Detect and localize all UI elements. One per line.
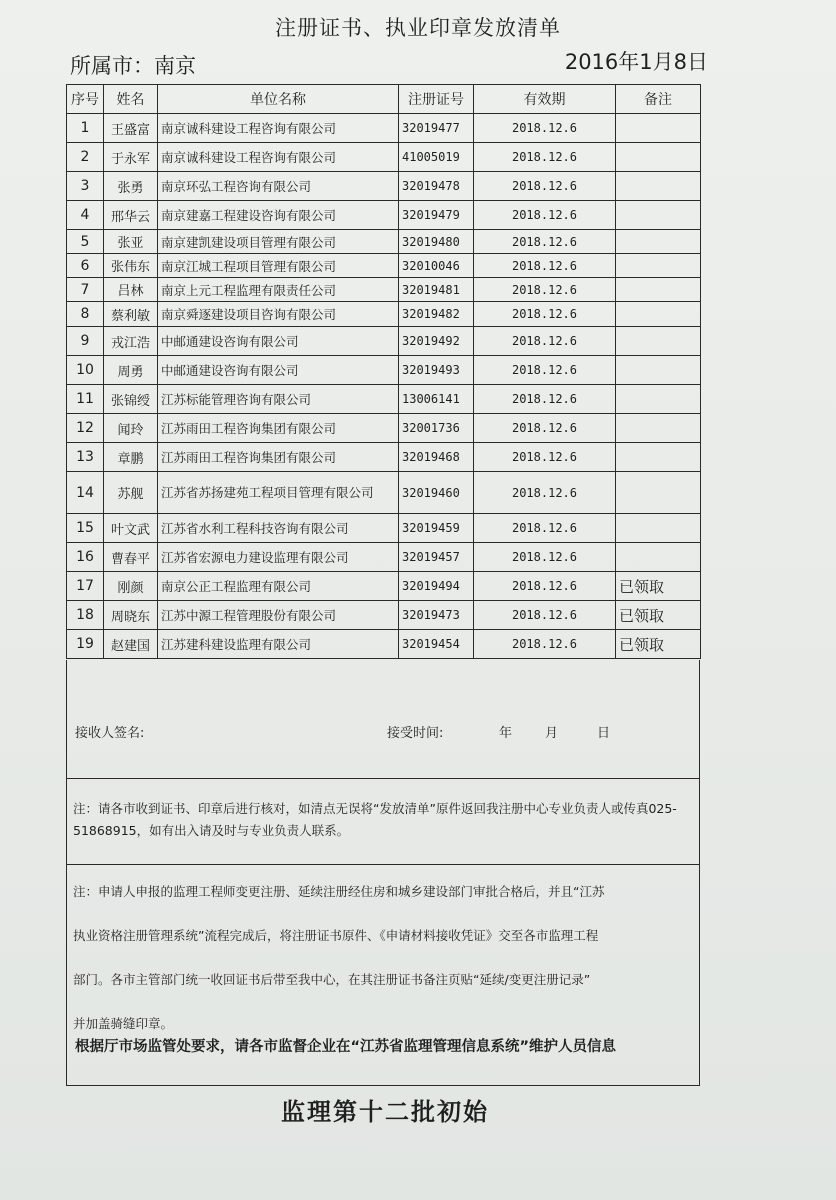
person-name: 张亚 — [104, 230, 158, 254]
person-name: 刚颜 — [104, 572, 158, 601]
return-instructions-note: 注：请各市收到证书、印章后进行核对，如清点无误将“发放清单”原件返回我注册中心专业负责人或传真025-51868915，如有出入请及时与专业负责人联系。 — [73, 801, 677, 838]
day-label: 日 — [597, 726, 611, 741]
header-index: 序号 — [67, 85, 104, 114]
company-name: 江苏省苏扬建苑工程项目管理有限公司 — [158, 472, 399, 514]
row-index: 4 — [67, 201, 104, 230]
cert-number: 32019477 — [399, 114, 474, 143]
company-name: 南京诚科建设工程咨询有限公司 — [158, 143, 399, 172]
note-line: 并加盖骑缝印章。 — [73, 1016, 174, 1031]
valid-until: 2018.12.6 — [474, 114, 616, 143]
row-index: 15 — [67, 514, 104, 543]
cert-number: 32001736 — [399, 414, 474, 443]
month-label: 月 — [545, 726, 559, 741]
cert-number: 32019492 — [399, 327, 474, 356]
person-name: 苏舰 — [104, 472, 158, 514]
row-index: 9 — [67, 327, 104, 356]
company-name: 南京诚科建设工程咨询有限公司 — [158, 114, 399, 143]
company-name: 南京公正工程监理有限公司 — [158, 572, 399, 601]
row-index: 1 — [67, 114, 104, 143]
valid-until: 2018.12.6 — [474, 254, 616, 278]
company-name: 南京上元工程监理有限责任公司 — [158, 278, 399, 302]
person-name: 曹春平 — [104, 543, 158, 572]
remark — [616, 278, 701, 302]
valid-until: 2018.12.6 — [474, 514, 616, 543]
cert-number: 32019473 — [399, 601, 474, 630]
person-name: 赵建国 — [104, 630, 158, 659]
remark — [616, 254, 701, 278]
header-unit: 单位名称 — [158, 85, 399, 114]
header-remarks: 备注 — [616, 85, 701, 114]
person-name: 张勇 — [104, 172, 158, 201]
valid-until: 2018.12.6 — [474, 414, 616, 443]
issuance-table — [66, 84, 701, 659]
table-row — [67, 172, 701, 201]
city-label: 所属市：南京 — [70, 54, 196, 78]
cert-number: 32019460 — [399, 472, 474, 514]
table-row — [67, 327, 701, 356]
company-name: 江苏雨田工程咨询集团有限公司 — [158, 414, 399, 443]
row-index: 17 — [67, 572, 104, 601]
valid-until: 2018.12.6 — [474, 385, 616, 414]
cert-number: 13006141 — [399, 385, 474, 414]
person-name: 周晓东 — [104, 601, 158, 630]
table-row — [67, 572, 701, 601]
table-row — [67, 201, 701, 230]
company-name: 南京环弘工程咨询有限公司 — [158, 172, 399, 201]
valid-until: 2018.12.6 — [474, 172, 616, 201]
company-name: 南京建凯建设项目管理有限公司 — [158, 230, 399, 254]
table-row — [67, 254, 701, 278]
person-name: 戎江浩 — [104, 327, 158, 356]
row-index: 6 — [67, 254, 104, 278]
system-maintenance-note: 根据厅市场监管处要求，请各市监督企业在“江苏省监理管理信息系统”维护人员信息 — [75, 1039, 617, 1055]
table-row — [67, 543, 701, 572]
person-name: 邢华云 — [104, 201, 158, 230]
row-index: 18 — [67, 601, 104, 630]
row-index: 19 — [67, 630, 104, 659]
row-index: 14 — [67, 472, 104, 514]
row-index: 5 — [67, 230, 104, 254]
row-index: 13 — [67, 443, 104, 472]
remark — [616, 172, 701, 201]
person-name: 张伟东 — [104, 254, 158, 278]
remark — [616, 230, 701, 254]
person-name: 吕林 — [104, 278, 158, 302]
company-name: 中邮通建设咨询有限公司 — [158, 327, 399, 356]
cert-number: 32019478 — [399, 172, 474, 201]
remark — [616, 302, 701, 327]
table-row — [67, 514, 701, 543]
cert-number: 32010046 — [399, 254, 474, 278]
valid-until: 2018.12.6 — [474, 143, 616, 172]
row-index: 3 — [67, 172, 104, 201]
person-name: 王盛富 — [104, 114, 158, 143]
remark — [616, 472, 701, 514]
valid-until: 2018.12.6 — [474, 356, 616, 385]
header-cert-number: 注册证号 — [399, 85, 474, 114]
person-name: 于永军 — [104, 143, 158, 172]
valid-until: 2018.12.6 — [474, 201, 616, 230]
cert-number: 32019493 — [399, 356, 474, 385]
table-header-row — [67, 85, 701, 114]
remark — [616, 201, 701, 230]
table-row — [67, 414, 701, 443]
valid-until: 2018.12.6 — [474, 630, 616, 659]
person-name: 章鹏 — [104, 443, 158, 472]
person-name: 周勇 — [104, 356, 158, 385]
remark — [616, 327, 701, 356]
table-row — [67, 356, 701, 385]
cert-number: 32019494 — [399, 572, 474, 601]
valid-until: 2018.12.6 — [474, 472, 616, 514]
remark — [616, 443, 701, 472]
row-index: 10 — [67, 356, 104, 385]
receipt-section — [66, 660, 700, 1086]
row-index: 7 — [67, 278, 104, 302]
person-name: 叶文武 — [104, 514, 158, 543]
company-name: 南京舜逐建设项目咨询有限公司 — [158, 302, 399, 327]
row-index: 11 — [67, 385, 104, 414]
cert-number: 32019459 — [399, 514, 474, 543]
table-row — [67, 143, 701, 172]
table-row — [67, 385, 701, 414]
remark: 已领取 — [616, 572, 701, 601]
valid-until: 2018.12.6 — [474, 601, 616, 630]
note-line: 部门。各市主管部门统一收回证书后带至我中心，在其注册证书备注页贴“延续/变更注册记录” — [73, 972, 591, 987]
table-row — [67, 114, 701, 143]
company-name: 江苏雨田工程咨询集团有限公司 — [158, 443, 399, 472]
year-label: 年 — [499, 726, 513, 741]
row-index: 8 — [67, 302, 104, 327]
valid-until: 2018.12.6 — [474, 443, 616, 472]
remark — [616, 114, 701, 143]
person-name: 蔡利敏 — [104, 302, 158, 327]
remark — [616, 385, 701, 414]
remark — [616, 414, 701, 443]
valid-until: 2018.12.6 — [474, 230, 616, 254]
batch-label: 监理第十二批初始 — [281, 1098, 489, 1126]
note-line: 执业资格注册管理系统”流程完成后，将注册证书原件、《申请材料接收凭证》交至各市监理工程 — [73, 928, 599, 943]
remark — [616, 514, 701, 543]
registration-procedure-note — [73, 882, 697, 1058]
table-row — [67, 472, 701, 514]
cert-number: 32019479 — [399, 201, 474, 230]
row-index: 12 — [67, 414, 104, 443]
company-name: 南京江城工程项目管理有限公司 — [158, 254, 399, 278]
remark — [616, 356, 701, 385]
table-row — [67, 302, 701, 327]
document-title: 注册证书、执业印章发放清单 — [275, 16, 561, 40]
person-name: 张锦绶 — [104, 385, 158, 414]
company-name: 中邮通建设咨询有限公司 — [158, 356, 399, 385]
receive-time-label: 接受时间: — [387, 726, 444, 741]
note-line: 注：申请人申报的监理工程师变更注册、延续注册经住房和城乡建设部门审批合格后，并且“江苏 — [73, 884, 605, 899]
section-divider — [67, 778, 699, 779]
company-name: 江苏标能管理咨询有限公司 — [158, 385, 399, 414]
header-valid-until: 有效期 — [474, 85, 616, 114]
table-row — [67, 443, 701, 472]
table-row — [67, 278, 701, 302]
person-name: 闻玲 — [104, 414, 158, 443]
company-name: 江苏省水利工程科技咨询有限公司 — [158, 514, 399, 543]
valid-until: 2018.12.6 — [474, 278, 616, 302]
row-index: 16 — [67, 543, 104, 572]
company-name: 江苏中源工程管理股份有限公司 — [158, 601, 399, 630]
receiver-signature-label: 接收人签名: — [75, 726, 145, 741]
company-name: 江苏建科建设监理有限公司 — [158, 630, 399, 659]
table-row — [67, 630, 701, 659]
valid-until: 2018.12.6 — [474, 543, 616, 572]
row-index: 2 — [67, 143, 104, 172]
cert-number: 32019468 — [399, 443, 474, 472]
cert-number: 32019480 — [399, 230, 474, 254]
table-row — [67, 601, 701, 630]
valid-until: 2018.12.6 — [474, 572, 616, 601]
valid-until: 2018.12.6 — [474, 327, 616, 356]
company-name: 南京建嘉工程建设咨询有限公司 — [158, 201, 399, 230]
remark: 已领取 — [616, 630, 701, 659]
remark — [616, 543, 701, 572]
company-name: 江苏省宏源电力建设监理有限公司 — [158, 543, 399, 572]
table-row — [67, 230, 701, 254]
remark — [616, 143, 701, 172]
section-divider — [67, 864, 699, 865]
cert-number: 32019454 — [399, 630, 474, 659]
cert-number: 32019457 — [399, 543, 474, 572]
cert-number: 32019481 — [399, 278, 474, 302]
issue-date: 2016年1月8日 — [564, 50, 708, 74]
cert-number: 41005019 — [399, 143, 474, 172]
header-name: 姓名 — [104, 85, 158, 114]
remark: 已领取 — [616, 601, 701, 630]
cert-number: 32019482 — [399, 302, 474, 327]
valid-until: 2018.12.6 — [474, 302, 616, 327]
